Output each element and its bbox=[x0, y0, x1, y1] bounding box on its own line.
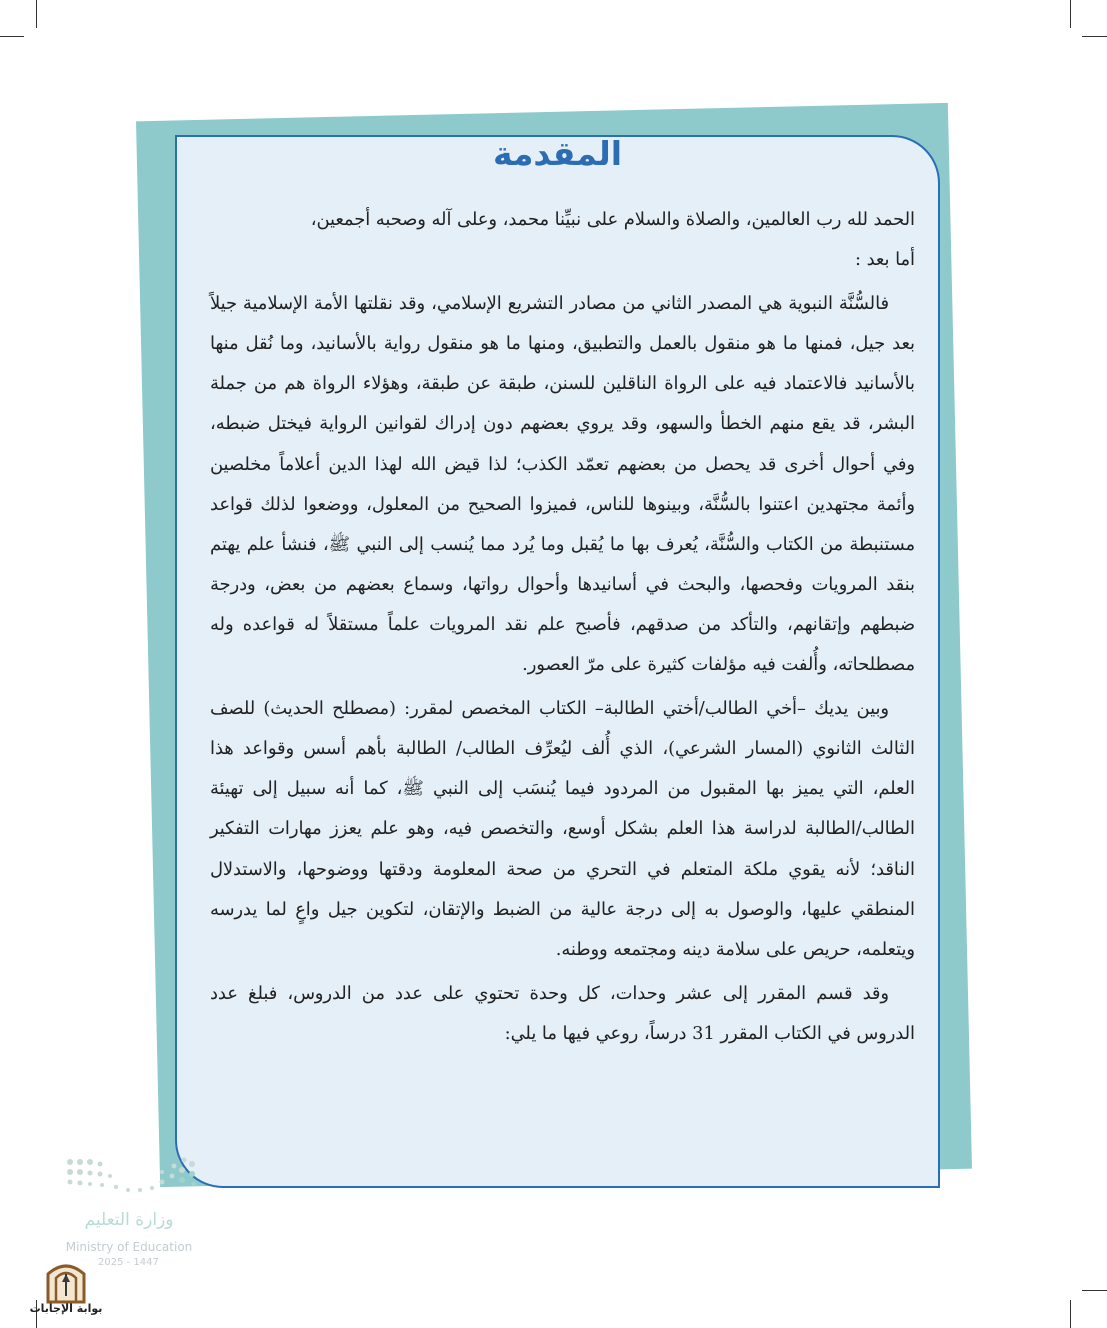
crop-mark bbox=[1070, 0, 1071, 28]
answers-portal-watermark bbox=[26, 1256, 106, 1322]
paragraph-course: وبين يديك –أخي الطالب/أختي الطالبة– الكتاب المخصص لمقرر: (مصطلح الحديث) للصف الثالث الثانوي (المسار الشرعي)، الذي أُلف ليُعرِّف الطالب/ الطالبة بأهم أسس وقواعد هذا العلم، التي يميز بها المقبول من المردود فيما يُنسَب إلى النبي ﷺ، كما أنه سبيل إلى تهيئة الطالب/الطالبة لدراسة هذا العلم بشكل أوسع، والتخصص فيه، وهو علم يعزز مهارات التفكير الناقد؛ لأنه يقوي ملكة المتعلم في التحري من صحة المعلومة ودقتها ووضوحها، والاستدلال المنطقي عليها، والوصول به إلى درجة عالية من الضبط والإتقان، لتكوين جيل واعٍ لما يدرسه ويتعلمه، حريص على سلامة دينه ومجتمعه ووطنه. bbox=[210, 698, 915, 960]
crop-mark bbox=[1082, 36, 1107, 37]
crop-mark bbox=[1082, 1290, 1107, 1291]
ministry-name-arabic: وزارة التعليم bbox=[84, 1210, 174, 1230]
crop-mark bbox=[1070, 1300, 1071, 1328]
page-title: المقدمة bbox=[492, 134, 623, 173]
crop-mark bbox=[36, 0, 37, 28]
portal-label: بوابة الإجابات bbox=[29, 1302, 103, 1315]
ministry-name-english: Ministry of Education bbox=[65, 1240, 193, 1254]
ministry-dots-icon bbox=[62, 1154, 202, 1204]
ministry-year: 2025 - 1447 bbox=[98, 1257, 159, 1268]
paragraph-units: وقد قسم المقرر إلى عشر وحدات، كل وحدة تحتوي على عدد من الدروس، فبلغ عدد الدروس في الكتاب المقرر 31 درساً، روعي فيها ما يلي: bbox=[210, 982, 915, 1044]
portal-logo-icon bbox=[26, 1256, 106, 1304]
crop-mark bbox=[0, 36, 24, 37]
paragraph-sunnah: فالسُّنَّة النبوية هي المصدر الثاني من مصادر التشريع الإسلامي، وقد نقلتها الأمة الإسلامية جيلاً بعد جيل، فمنها ما هو منقول بالعمل والتطبيق، ومنها ما هو منقول رواية بالأسانيد، وما نُقل منها بالأسانيد فالاعتماد فيه على الرواة الناقلين للسنن، طبقة عن طبقة، وهؤلاء الرواة هم من جملة البشر، قد يقع منهم الخطأ والسهو، وقد يروي بعضهم دون إدراك لقوانين الرواية فيختل ضبطه، وفي أحوال أخرى قد يحصل من بعضهم تعمّد الكذب؛ لذا قيض الله لهذا الدين أعلاماً مخلصين وأئمة مجتهدين اعتنوا بالسُّنَّة، وبينوها للناس، فميزوا الصحيح من المعلول، ووضعوا لذلك قواعد مستنبطة من الكتاب والسُّنَّة، يُعرف بها ما يُقبل وما يُرد مما يُنسب إلى النبي ﷺ، فنشأ علم يهتم بنقد المرويات وفحصها، والبحث في أسانيدها وأحوال رواتها، وسماع بعضهم من بعض، ودرجة ضبطهم وإتقانهم، والتأكد من صدقهم، فأصبح علم نقد المرويات علماً مستقلاً له قواعده وله مصطلحاته، وأُلفت فيه مؤلفات كثيرة على مرّ العصور. bbox=[210, 293, 915, 676]
paragraph-opening: الحمد لله رب العالمين، والصلاة والسلام على نبيِّنا محمد، وعلى آله وصحبه أجمعين، bbox=[310, 209, 915, 230]
paragraph-amma-baad: أما بعد : bbox=[854, 249, 915, 271]
introduction-text bbox=[210, 200, 915, 1054]
